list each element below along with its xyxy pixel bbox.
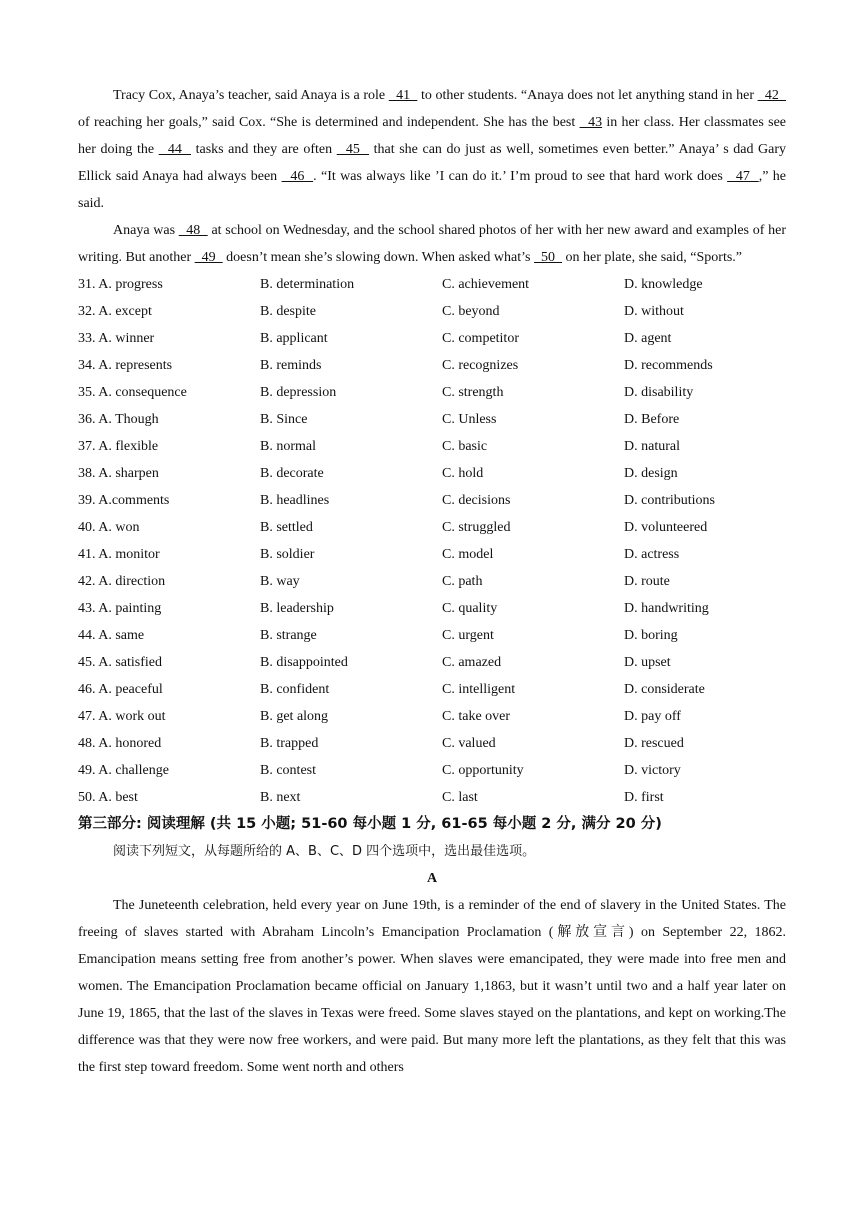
question-row	[78, 487, 786, 514]
option-c: C. recognizes	[442, 358, 519, 373]
question-row	[78, 784, 786, 811]
option-c: C. Unless	[442, 412, 497, 427]
option-b: B. disappointed	[260, 655, 348, 670]
blank-50: 50	[534, 250, 562, 265]
text-run: of reaching her goals,” said Cox. “She is determined and independent. She has the best	[78, 115, 580, 130]
question-row	[78, 325, 786, 352]
blank-48: 48	[178, 223, 208, 238]
option-d: D. Before	[624, 412, 680, 427]
option-c: C. quality	[442, 601, 498, 616]
text-run: ,” he said.	[78, 169, 787, 211]
question-row	[78, 298, 786, 325]
option-c: C. hold	[442, 466, 484, 481]
option-c: C. amazed	[442, 655, 502, 670]
option-b: B. normal	[260, 439, 316, 454]
option-a: 44. A. same	[78, 628, 145, 643]
option-a: 42. A. direction	[78, 574, 166, 589]
option-b: B. way	[260, 574, 300, 589]
option-c: C. struggled	[442, 520, 511, 535]
question-row	[78, 649, 786, 676]
option-a: 31. A. progress	[78, 277, 163, 292]
text-run: Tracy Cox, Anaya’s teacher, said Anaya is a role	[113, 88, 389, 103]
text-run: . “It was always like ’I can do it.’ I’m proud to see that hard work does	[313, 169, 728, 184]
blank-45: 45	[336, 142, 370, 157]
option-a: 48. A. honored	[78, 736, 162, 751]
passage-label: A	[426, 871, 438, 886]
option-b: B. decorate	[260, 466, 324, 481]
text-run: doesn’t mean she’s slowing down. When asked what’s	[222, 250, 534, 265]
option-c: C. model	[442, 547, 494, 562]
option-c: C. decisions	[442, 493, 511, 508]
option-c: C. opportunity	[442, 763, 524, 778]
option-d: D. knowledge	[624, 277, 703, 292]
option-d: D. design	[624, 466, 678, 481]
option-a: 34. A. represents	[78, 358, 173, 373]
option-d: D. actress	[624, 547, 680, 562]
blank-49: 49	[194, 250, 223, 265]
section-heading: 第三部分: 阅读理解 (共 15 小题; 51-60 每小题 1 分, 61-65 每小题 2 分, 满分 20 分)	[78, 816, 662, 832]
option-c: C. path	[442, 574, 483, 589]
option-c: C. intelligent	[442, 682, 516, 697]
option-a: 32. A. except	[78, 304, 152, 319]
option-d: D. victory	[624, 763, 681, 778]
option-a: 41. A. monitor	[78, 547, 160, 562]
question-row	[78, 676, 786, 703]
text-run: on her plate, she said, “Sports.”	[562, 250, 743, 265]
question-row	[78, 379, 786, 406]
question-row	[78, 460, 786, 487]
option-d: D. volunteered	[624, 520, 708, 535]
option-d: D. upset	[624, 655, 671, 670]
option-c: C. last	[442, 790, 478, 805]
option-a: 39. A.comments	[78, 493, 170, 508]
option-a: 37. A. flexible	[78, 439, 159, 454]
option-d: D. recommends	[624, 358, 713, 373]
blank-47: 47	[727, 169, 759, 184]
option-c: C. urgent	[442, 628, 494, 643]
option-c: C. competitor	[442, 331, 519, 346]
option-b: B. confident	[260, 682, 330, 697]
question-row	[78, 514, 786, 541]
option-b: B. leadership	[260, 601, 334, 616]
answer-options-list	[78, 271, 786, 811]
option-d: D. contributions	[624, 493, 715, 508]
option-d: D. natural	[624, 439, 680, 454]
option-d: D. rescued	[624, 736, 684, 751]
option-b: B. reminds	[260, 358, 322, 373]
question-row	[78, 406, 786, 433]
option-b: B. trapped	[260, 736, 319, 751]
option-a: 43. A. painting	[78, 601, 162, 616]
question-row	[78, 622, 786, 649]
option-d: D. route	[624, 574, 670, 589]
text-run: in her class. Her classmates see her doing the	[78, 115, 786, 157]
option-a: 33. A. winner	[78, 331, 155, 346]
option-b: B. settled	[260, 520, 313, 535]
blank-43: 43	[579, 115, 603, 130]
cloze-paragraph-2	[78, 217, 786, 271]
option-d: D. disability	[624, 385, 694, 400]
blank-44: 44	[158, 142, 191, 157]
option-d: D. boring	[624, 628, 678, 643]
option-a: 50. A. best	[78, 790, 138, 805]
option-c: C. valued	[442, 736, 496, 751]
option-a: 35. A. consequence	[78, 385, 187, 400]
option-a: 38. A. sharpen	[78, 466, 159, 481]
option-b: B. applicant	[260, 331, 328, 346]
option-b: B. strange	[260, 628, 317, 643]
text-run: Anaya was	[113, 223, 179, 238]
option-a: 40. A. won	[78, 520, 140, 535]
question-row	[78, 433, 786, 460]
option-d: D. without	[624, 304, 684, 319]
option-b: B. determination	[260, 277, 355, 292]
option-d: D. considerate	[624, 682, 705, 697]
question-row	[78, 595, 786, 622]
option-b: B. despite	[260, 304, 316, 319]
option-b: B. soldier	[260, 547, 315, 562]
question-row	[78, 757, 786, 784]
question-row	[78, 730, 786, 757]
option-b: B. contest	[260, 763, 316, 778]
option-c: C. take over	[442, 709, 511, 724]
section-instruction: 阅读下列短文，从每题所给的 A、B、C、D 四个选项中，选出最佳选项。	[113, 844, 536, 859]
option-b: B. depression	[260, 385, 337, 400]
question-row	[78, 568, 786, 595]
question-row	[78, 703, 786, 730]
exam-page	[78, 82, 786, 1081]
text-run: at school on Wednesday, and the school shared photos of her with her new award and examples of her writing. But another	[78, 223, 787, 265]
option-b: B. next	[260, 790, 301, 805]
option-d: D. agent	[624, 331, 672, 346]
option-c: C. beyond	[442, 304, 500, 319]
text-run: tasks and they are often	[191, 142, 337, 157]
question-row	[78, 271, 786, 298]
option-b: B. headlines	[260, 493, 330, 508]
text-run: to other students. “Anaya does not let anything stand in her	[417, 88, 758, 103]
question-row	[78, 352, 786, 379]
blank-42: 42	[757, 88, 787, 103]
option-a: 46. A. peaceful	[78, 682, 163, 697]
option-c: C. basic	[442, 439, 488, 454]
question-row	[78, 541, 786, 568]
option-a: 36. A. Though	[78, 412, 159, 427]
blank-41: 41	[388, 88, 418, 103]
option-b: B. Since	[260, 412, 308, 427]
option-a: 47. A. work out	[78, 709, 166, 724]
option-a: 49. A. challenge	[78, 763, 169, 778]
option-b: B. get along	[260, 709, 329, 724]
option-d: D. pay off	[624, 709, 681, 724]
option-a: 45. A. satisfied	[78, 655, 162, 670]
cloze-paragraph-1	[78, 82, 786, 217]
blank-46: 46	[281, 169, 314, 184]
option-c: C. achievement	[442, 277, 530, 292]
option-d: D. handwriting	[624, 601, 709, 616]
reading-passage-a: The Juneteenth celebration, held every year on June 19th, is a reminder of the end of slavery in the United States. The freeing of slaves started with Abraham Lincoln’s Emancipation Proclamation (解放宣言) on September 22, 1862. Emancipation means setting free from another’s power. When slaves were emancipated, they were made into free men and women. The Emancipation Proclamation became official on January 1,1863, but it wasn’t until two and a half year later on June 19, 1865, that the last of the slaves in Texas were freed. Some slaves stayed on the plantations, and kept on working.The difference was that they were now free workers, and were paid. But many more left the plantations, as they felt that this was the first step toward freedom. Some went north and others	[78, 898, 786, 1075]
option-d: D. first	[624, 790, 664, 805]
text-run: that she can do just as well, sometimes even better.” Anaya’ s dad Gary Ellick said Anaya had always been	[78, 142, 787, 184]
option-c: C. strength	[442, 385, 504, 400]
